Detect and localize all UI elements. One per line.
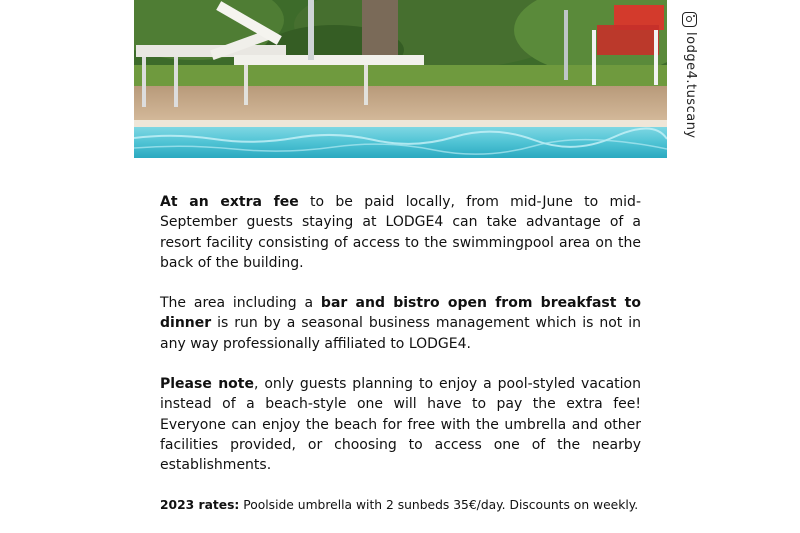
paragraph-extra-fee	[160, 192, 641, 273]
rates-text: Poolside umbrella with 2 sunbeds 35€/day. Discounts on weekly.	[239, 497, 639, 512]
rates-line	[160, 496, 641, 514]
instagram-handle[interactable]	[681, 12, 699, 137]
paragraph-please-note	[160, 374, 641, 475]
please-note-bold: Please note	[160, 376, 254, 393]
bar-bistro-bold: bar and bistro open from breakfast to dinner	[160, 295, 641, 332]
pool-photo	[134, 0, 667, 158]
extra-fee-text: to be paid locally, from mid-June to mid-September guests staying at LODGE4 can take advantage of a resort facility consisting of access to the swimmingpool area on the back of the building.	[160, 194, 641, 271]
bar-bistro-before: The area including a	[160, 295, 321, 312]
info-text	[160, 192, 641, 514]
rates-label: 2023 rates:	[160, 497, 240, 512]
paragraph-bar-bistro	[160, 293, 641, 354]
bar-bistro-after: is run by a seasonal business management which is not in any way professionally affiliated to LODGE4.	[160, 315, 641, 352]
extra-fee-bold: At an extra fee	[160, 194, 299, 210]
instagram-icon	[682, 12, 697, 27]
please-note-text: , only guests planning to enjoy a pool-styled vacation instead of a beach-style one will have to pay the extra fee! Everyone can enjoy the beach for free with the umbrella and other facilities provided, or choosing to access one of the nearby establishments.	[160, 376, 641, 474]
instagram-handle-text: lodge4.tuscany	[683, 32, 698, 139]
